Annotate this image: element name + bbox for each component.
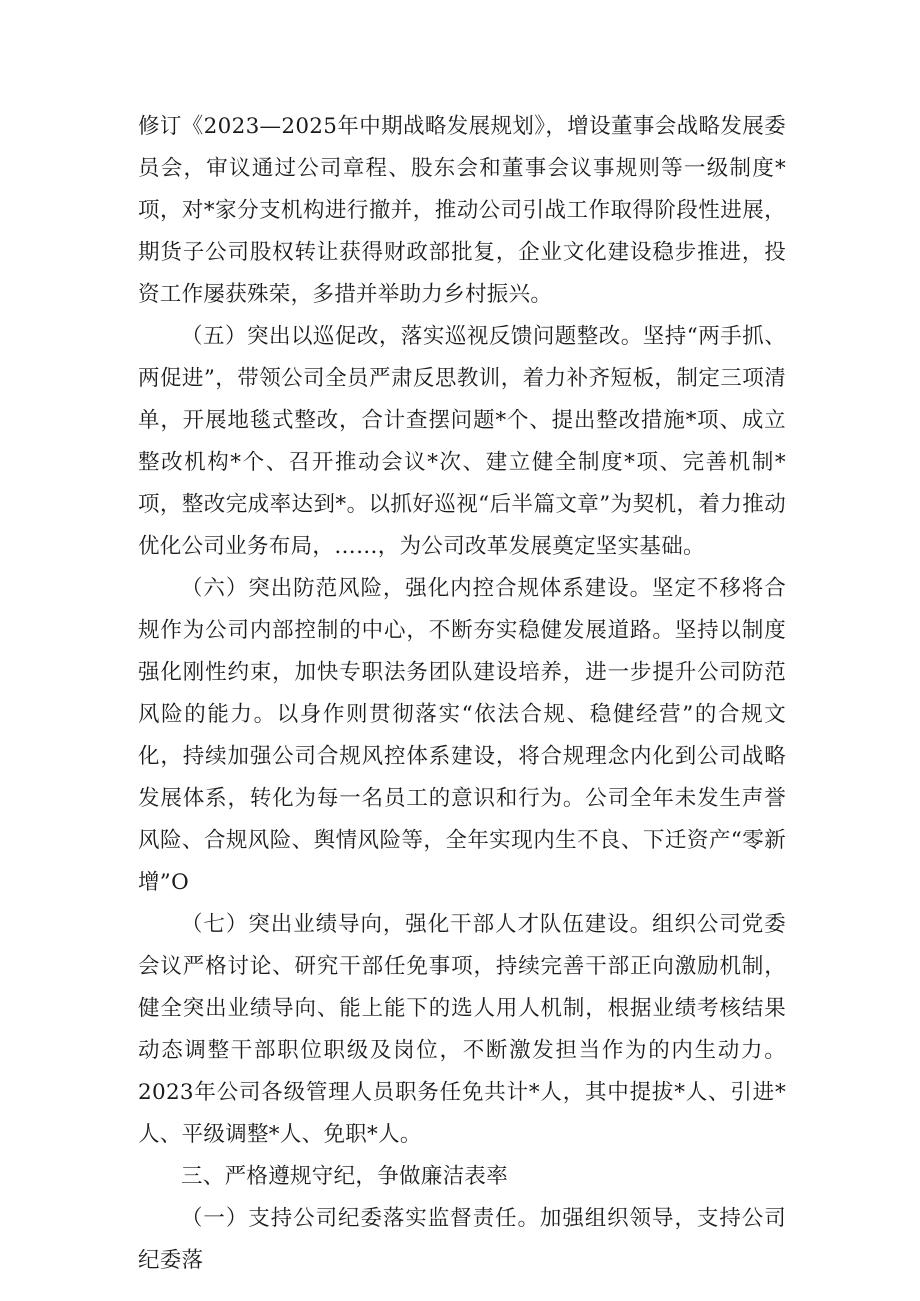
paragraph-section-5: （五）突出以巡促改，落实巡视反馈问题整改。坚持“两手抓、两促进”，带领公司全员严肃反思教训，着力补齐短板，制定三项清单，开展地毯式整改，合计查摆问题*个、提出整改措施*项、成立整改机构*个、召开推动会议*次、建立健全制度*项、完善机制*项，整改完成率达到*。以抓好巡视“后半篇文章”为契机，着力推动优化公司业务布局，……，为公司改革发展奠定坚实基础。 bbox=[138, 324, 786, 559]
paragraph-section-6: （六）突出防范风险，强化内控合规体系建设。坚定不移将合规作为公司内部控制的中心，不断夯实稳健发展道路。坚持以制度强化刚性约束，加快专职法务团队建设培养，进一步提升公司防范风险的能力。以身作则贯彻落实“依法合规、稳健经营”的合规文化，持续加强公司合规风控体系建设，将合规理念内化到公司战略发展体系，转化为每一名员工的意识和行为。公司全年未发生声誉风险、合规风险、舆情风险等，全年实现内生不良、下迁资产“零新增”O bbox=[138, 576, 786, 895]
paragraph-section-3-1: （一）支持公司纪委落实监督责任。加强组织领导，支持公司纪委落 bbox=[138, 1206, 786, 1273]
section-heading-3: 三、严格遵规守纪，争做廉洁表率 bbox=[181, 1164, 509, 1189]
paragraph-section-7: （七）突出业绩导向，强化干部人才队伍建设。组织公司党委会议严格讨论、研究干部任免事项，持续完善干部正向激励机制，健全突出业绩导向、能上能下的选人用人机制，根据业绩考核结果动态调整干部职位职级及岗位，不断激发担当作为的内生动力。2023年公司各级管理人员职务任免共计*人，其中提拔*人、引进*人、平级调整*人、免职*人。 bbox=[138, 912, 786, 1147]
paragraph-continuation: 修订《2023—2025年中期战略发展规划》，增设董事会战略发展委员会，审议通过公司章程、股东会和董事会议事规则等一级制度*项，对*家分支机构进行撤并，推动公司引战工作取得阶段性进展，期货子公司股权转让获得财政部批复，企业文化建设稳步推进，投资工作屡获殊荣，多措并举助力乡村振兴。 bbox=[138, 114, 786, 307]
document-body bbox=[138, 106, 786, 1282]
